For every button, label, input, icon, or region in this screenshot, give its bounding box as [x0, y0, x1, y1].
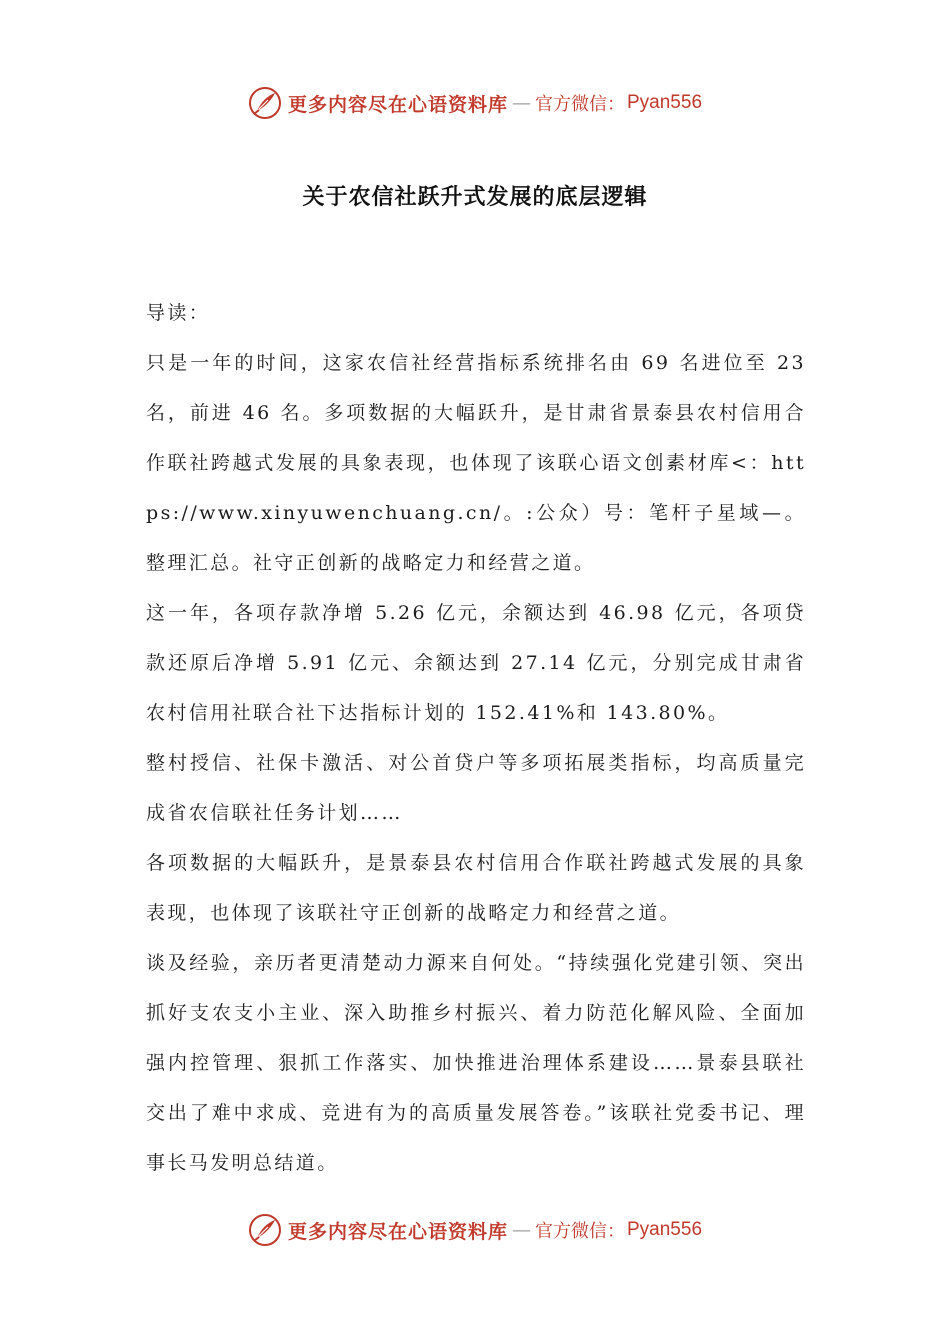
paragraph: 谈及经验，亲历者更清楚动力源来自何处。“持续强化党建引领、突出抓好支农支小主业、深入助推乡村振兴、着力防范化解风险、全面加强内控管理、狠抓工作落实、加快推进治理体系建设……景泰县联社交出了难中求成、竞进有为的高质量发展答卷。”该联社党委书记、理事长马发明总结道。	[146, 952, 806, 1174]
header-separator: —	[512, 92, 531, 114]
footer-banner	[0, 1210, 950, 1250]
footer-wechat-id: Pyan556	[627, 1219, 703, 1240]
footer-wechat-label: 官方微信：	[535, 1221, 625, 1242]
header-wechat-label: 官方微信：	[535, 94, 625, 115]
footer-separator: —	[512, 1219, 531, 1241]
footer-brand-text: 更多内容尽在心语资料库	[287, 1220, 508, 1243]
paragraph-intro-label: 导读：	[146, 302, 211, 324]
paragraph: 整村授信、社保卡激活、对公首贷户等多项拓展类指标，均高质量完成省农信联社任务计划……	[146, 752, 806, 824]
document-title: 关于农信社跃升式发展的底层逻辑	[302, 185, 648, 210]
paragraph: 只是一年的时间，这家农信社经营指标系统排名由 69 名进位至 23 名，前进 46 名。多项数据的大幅跃升，是甘肃省景泰县农村信用合作联社跨越式发展的具象表现，也体现了该联心语文创素材库<：https://www.xinyuwenchuang.cn/。:公众）号：笔杆子星域—。整理汇总。社守正创新的战略定力和经营之道。	[146, 352, 806, 574]
quill-logo-icon	[248, 1213, 282, 1247]
header-banner	[0, 83, 950, 123]
document-body	[146, 288, 806, 1188]
header-brand-text: 更多内容尽在心语资料库	[287, 93, 508, 116]
quill-logo-icon	[248, 86, 282, 120]
header-wechat-id: Pyan556	[627, 92, 703, 113]
paragraph: 各项数据的大幅跃升，是景泰县农村信用合作联社跨越式发展的具象表现，也体现了该联社守正创新的战略定力和经营之道。	[146, 852, 806, 924]
paragraph: 这一年，各项存款净增 5.26 亿元，余额达到 46.98 亿元，各项贷款还原后净增 5.91 亿元、余额达到 27.14 亿元，分别完成甘肃省农村信用社联合社下达指标计划的 152.41%和 143.80%。	[146, 602, 806, 724]
